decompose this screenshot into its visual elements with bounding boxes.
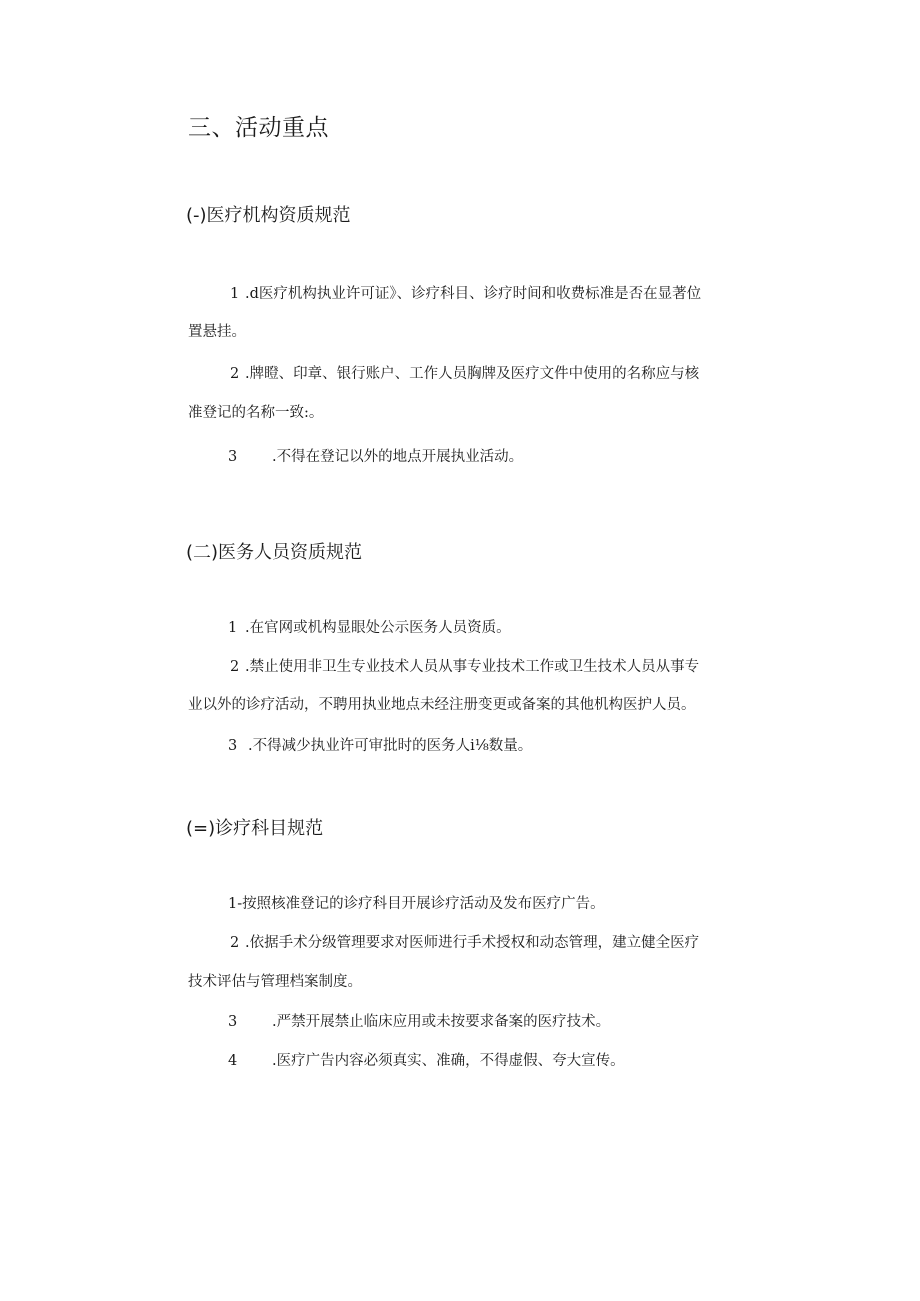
item-text-line: .在官网或机构显眼处公示医务人员资质。 xyxy=(245,620,511,636)
item-text-line: .依据手术分级管理要求对医师进行手术授权和动态管理，建立健全医疗 xyxy=(245,935,700,951)
item-text-line: .不得在登记以外的地点开展执业活动。 xyxy=(272,449,524,465)
item-number: 3 xyxy=(228,1014,238,1030)
item-number: 2 xyxy=(230,659,240,675)
item-text-line: .不得减少执业许可审批时的医务人i⅛数量。 xyxy=(248,738,533,754)
item-text-line: .d医疗机构执业许可证》、诊疗科目、诊疗时间和收费标准是否在显著位 xyxy=(245,286,702,302)
item-text-line: 置悬挂。 xyxy=(188,324,246,340)
item-text-line: .严禁开展禁止临床应用或未按要求备案的医疗技术。 xyxy=(272,1014,611,1030)
item-number: 3 xyxy=(228,738,238,754)
subsection-title-institution: (-)医疗机构资质规范 xyxy=(186,205,351,226)
item-number: 3 xyxy=(228,449,238,465)
item-number: 1 xyxy=(228,620,238,636)
item-text-line: .禁止使用非卫生专业技术人员从事专业技术工作或卫生技术人员从事专 xyxy=(245,659,700,675)
section-heading: 三、活动重点 xyxy=(188,115,329,141)
item-number: 2 xyxy=(230,935,240,951)
item-text-line: 准登记的名称一致:。 xyxy=(188,405,324,421)
item-number: 1 xyxy=(230,286,240,302)
item-number: 4 xyxy=(228,1053,238,1069)
item-text-line: 1-按照核准登记的诊疗科目开展诊疗活动及发布医疗广告。 xyxy=(228,896,605,912)
item-text-line: 技术评估与管理档案制度。 xyxy=(188,974,362,990)
item-text-line: 业以外的诊疗活动，不聘用执业地点未经注册变更或备案的其他机构医护人员。 xyxy=(188,697,696,713)
item-text-line: .牌瞪、印章、银行账户、工作人员胸牌及医疗文件中使用的名称应与核 xyxy=(245,366,700,382)
item-text-line: .医疗广告内容必须真实、准确，不得虚假、夸大宣传。 xyxy=(272,1053,625,1069)
subsection-title-staff: (二)医务人员资质规范 xyxy=(186,542,363,563)
subsection-title-departments: (=)诊疗科目规范 xyxy=(186,818,324,839)
item-number: 2 xyxy=(230,366,240,382)
